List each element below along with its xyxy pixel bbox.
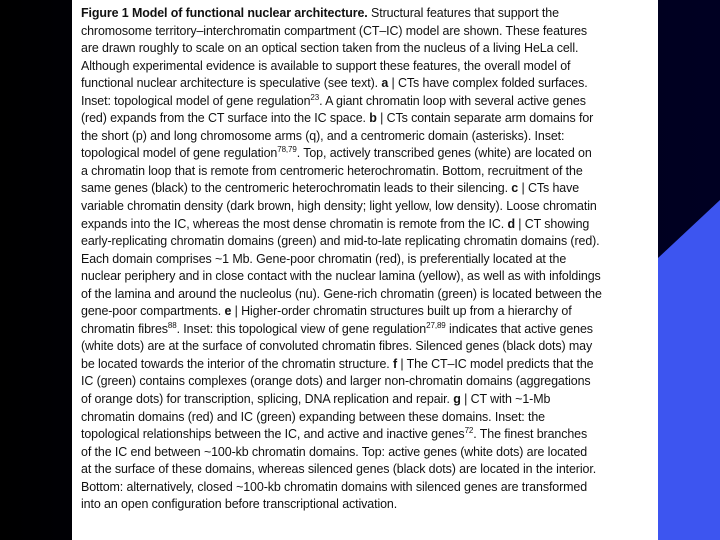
caption-text: same genes (black) to the centromeric heterochromatin leads to their silencing. [81,181,512,196]
caption-text: of orange dots) for transcription, splicing, DNA replication and repair. [81,392,454,407]
figure-caption-panel [72,0,658,540]
caption-text: . A giant chromatin loop with several active genes [319,93,586,108]
caption-text: | CT showing [514,216,590,231]
caption-text: of the lamina and around the nucleolus (nu). Gene-rich chromatin (green) is located between the [81,286,602,301]
caption-line [81,233,652,251]
caption-text: gene-poor compartments. [81,304,225,319]
caption-text: (white dots) are at the surface of convoluted chromatin fibres. Silenced genes (black dots) may [81,339,593,354]
caption-text: chromosome territory–interchromatin compartment (CT–IC) model are shown. These features [81,23,588,38]
caption-line [81,391,652,409]
caption-line [81,110,652,128]
caption-text: | CTs have complex folded surfaces. [388,76,588,91]
caption-line [81,251,652,269]
caption-line [81,180,652,198]
caption-text: chromatin fibres [81,321,168,336]
caption-bold-text: a [381,76,389,91]
caption-line [81,163,652,181]
caption-line [81,338,652,356]
caption-line [81,426,652,444]
caption-line [81,75,652,93]
caption-text: expands into the IC, whereas the most dense chromatin is remote from the IC. [81,216,508,231]
caption-line [81,58,652,76]
caption-text: | The CT–IC model predicts that the [397,356,594,371]
blue-accent-polygon [658,200,720,540]
caption-line [81,444,652,462]
caption-text: Bottom: alternatively, closed ~100-kb chromatin domains with silenced genes are transformed [81,479,588,494]
reference-superscript: 27,89 [426,320,446,330]
caption-line [81,198,652,216]
caption-text: . Inset: this topological view of gene regulation [176,321,427,336]
caption-bold-text: Figure 1 [81,6,129,20]
caption-text: at the surface of these domains, whereas silenced genes (black dots) are located in the interior. [81,462,597,477]
caption-text: of the IC end between ~100-kb chromatin domains. Top: active genes (white dots) are located [81,444,588,459]
caption-bold-text: b [369,111,377,126]
caption-line [81,128,652,146]
caption-text: early-replicating chromatin domains (green) and mid-to-late replicating chromatin domains (red). [81,234,600,249]
caption-text: indicates that active genes [445,321,593,336]
caption-text: chromatin domains (red) and IC (green) expanding between these domains. Inset: the [81,409,546,424]
caption-line [81,373,652,391]
caption-text: | CTs have [518,181,580,196]
caption-text: the short (p) and long chromosome arms (q), and a centromeric domain (asterisks). Inset: [81,128,565,143]
caption-line [81,145,652,163]
caption-text: into an open configuration before transcriptional activation. [81,497,398,512]
caption-line [81,303,652,321]
caption-line [81,216,652,234]
caption-text: are drawn roughly to scale on an optical section taken from the nucleus of a living HeLa cell. [81,41,579,56]
caption-bold-text: f [393,356,398,371]
reference-superscript: 78,79 [277,145,297,155]
caption-text: topological model of gene regulation [81,146,278,161]
caption-line [81,461,652,479]
caption-text: nuclear periphery and in close contact with the nuclear lamina (yellow), as well as with infoldings [81,269,601,284]
caption-bold-text: e [224,304,232,319]
caption-text: functional nuclear architecture is speculative (see text). [81,76,382,91]
caption-text: be located towards the interior of the chromatin structure. [81,356,394,371]
caption-text: Structural features that support the [367,6,559,20]
figure-caption-text [81,5,652,514]
reference-superscript: 72 [464,425,474,435]
caption-line [81,409,652,427]
caption-text: . Top, actively transcribed genes (white) are located on [296,146,592,161]
caption-line [81,479,652,497]
caption-bold-text: Model of functional nuclear architecture. [131,6,368,20]
caption-text: Each domain comprises ~1 Mb. Gene-poor chromatin (red), is preferentially located at the [81,251,567,266]
caption-line [81,286,652,304]
caption-line [81,93,652,111]
caption-text: | CTs contain separate arm domains for [376,111,594,126]
caption-line [81,356,652,374]
reference-superscript: 23 [310,92,320,102]
caption-text: topological relationships between the IC, and active and inactive genes [81,427,465,442]
caption-bold-text: g [453,392,461,407]
caption-text: IC (green) contains complexes (orange dots) and larger non-chromatin domains (aggregations [81,374,591,389]
caption-bold-text: d [507,216,515,231]
reference-superscript: 88 [167,320,177,330]
caption-line [81,40,652,58]
caption-line [81,23,652,41]
caption-text: a chromatin loop that is remote from centromeric heterochromatin. Bottom, recruitment of the [81,163,583,178]
caption-bold-text: c [511,181,519,196]
caption-text: (red) expands from the CT surface into the IC space. [81,111,370,126]
caption-text: variable chromatin density (dark brown, high density; light yellow, low density). Loose chromatin [81,199,597,214]
caption-line [81,268,652,286]
caption-text: | Higher-order chromatin structures built up from a hierarchy of [231,304,572,319]
caption-text: . The finest branches [473,427,588,442]
caption-line [81,321,652,339]
caption-text: Inset: topological model of gene regulation [81,93,311,108]
caption-line [81,5,652,23]
caption-text: Although experimental evidence is available to support these features, the overall model of [81,58,571,73]
caption-text: | CT with ~1-Mb [460,392,551,407]
caption-line [81,496,652,514]
